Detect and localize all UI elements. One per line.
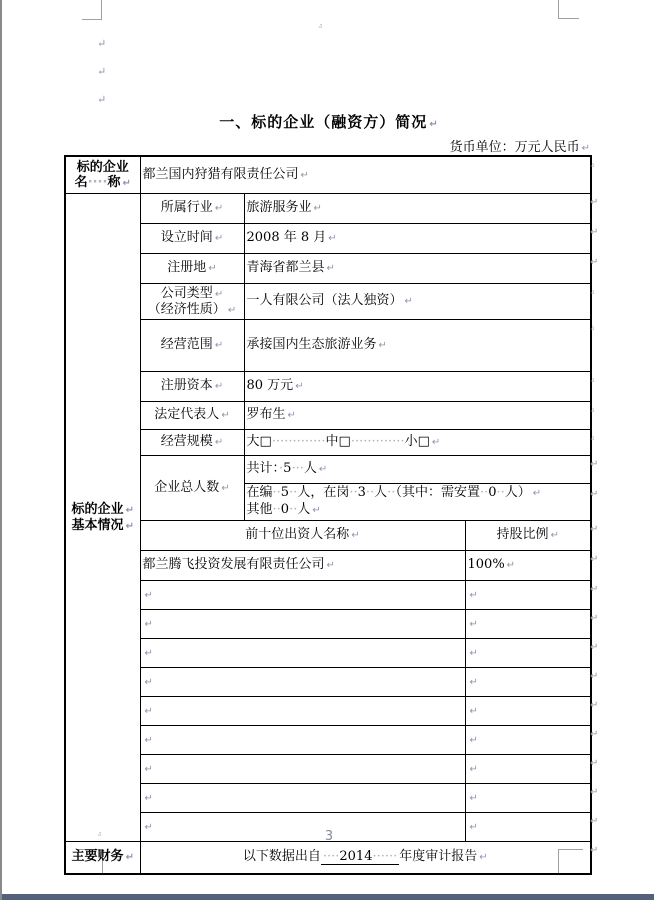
shareholder-name [140, 581, 465, 610]
paragraph-mark-icon: ↵ [214, 340, 224, 352]
paragraph-mark-icon: ↵ [227, 304, 237, 316]
paragraph-mark-icon: ↵ [469, 792, 478, 804]
paragraph-mark-icon: ↵ [469, 676, 478, 688]
shareholder-name [140, 697, 465, 726]
cell-end-mark: ·¹ [590, 162, 594, 171]
paragraph-mark-icon: ↵ [404, 296, 413, 308]
shareholder-ratio [465, 697, 599, 726]
shareholder-ratio-header: 持股比例 ↵ ↵ [465, 521, 591, 551]
paragraph-mark-icon: ↵ [221, 410, 230, 422]
section-title: 一、标的企业（融资方）简况 ↵ [219, 113, 439, 131]
shareholder-name-header: 前十位出资人名称 ↵ [140, 521, 465, 551]
shareholder-name [140, 726, 465, 755]
table-row [65, 254, 591, 284]
shareholder-ratio [465, 581, 599, 610]
financial-label: 主要财务 ↵ [65, 842, 140, 875]
paragraph-mark-icon: ↵ [144, 618, 153, 630]
row-label: 设立时间 ↵ [140, 224, 244, 254]
paragraph-mark-icon: ↵ [469, 734, 478, 746]
row-end-mark: ↵ [590, 524, 599, 535]
shareholder-ratio: 100% ↵ ↵ [465, 551, 591, 581]
target-name-label: 标的企业 名····称 ↵ [65, 156, 140, 194]
paragraph-mark-icon: ↵ [581, 143, 590, 154]
paragraph-mark-icon: ↵ [125, 520, 134, 532]
paragraph-mark-icon: ↵ [300, 169, 309, 181]
paragraph-mark-icon: ↵ [214, 203, 224, 215]
row-value: 2008 年 8 月 ↵ ↵ [244, 224, 591, 254]
row-end-mark: ↵ [590, 613, 599, 624]
paragraph-mark-icon: ↵ [287, 410, 296, 422]
table-row [65, 456, 591, 484]
crop-mark-top-left-icon [82, 0, 102, 20]
row-label: 注册地 ↵ [140, 254, 244, 284]
paragraph-mark-icon: ↵ [122, 177, 131, 189]
row-end-mark: ↵ [590, 554, 599, 565]
shareholder-ratio [465, 726, 599, 755]
paragraph-mark-icon: ↵ [351, 530, 360, 542]
table-row [65, 372, 591, 402]
paragraph-mark-icon: ↵ [214, 437, 224, 449]
shareholder-ratio [465, 784, 599, 813]
row-value: 80 万元 ↵ ·¹ [244, 372, 591, 402]
paragraph-mark-icon: ↵ [221, 482, 230, 494]
table-row [65, 755, 591, 784]
cell-end-mark: ·¹ [590, 407, 594, 416]
paragraph-mark-icon: ↵ [125, 852, 134, 864]
basic-info-label: 标的企业 ↵ 基本情况 ↵ [65, 194, 140, 842]
paragraph-mark-icon: ↵ [318, 464, 328, 476]
row-value: 旅游服务业 ↵ ↵ [244, 194, 591, 224]
cell-end-mark: ·¹ [590, 377, 594, 386]
paragraph-mark-icon: ↵ [431, 437, 441, 449]
boundary-mark: ·¹ [97, 831, 101, 840]
paragraph-mark-icon: ↵ [97, 37, 107, 50]
paragraph-mark-icon: ↵ [469, 705, 478, 717]
table-row [65, 639, 591, 668]
table-row [65, 521, 591, 551]
paragraph-mark-icon: ↵ [144, 589, 153, 601]
paragraph-mark-icon: ↵ [295, 381, 304, 393]
paragraph-mark-icon: ↵ [326, 560, 335, 572]
paragraph-mark-icon: ↵ [144, 821, 153, 833]
row-end-mark: ↵ [590, 700, 599, 711]
row-value: 青海省都兰县 ↵ ↵ [244, 254, 591, 284]
paragraph-mark-icon: ↵ [469, 821, 478, 833]
paragraph-mark-icon: ↵ [469, 647, 478, 659]
row-end-mark: ↵ [590, 642, 599, 653]
paragraph-mark-icon: ↵ [469, 763, 478, 775]
paragraph-mark-icon: ↵ [144, 792, 153, 804]
table-row [65, 697, 591, 726]
table-row [65, 726, 591, 755]
paragraph-mark-icon: ↵ [550, 530, 559, 542]
shareholder-name [140, 784, 465, 813]
paragraph-mark-icon: ↵ [328, 233, 337, 245]
crop-mark-top-right-icon [558, 0, 579, 19]
table-row [65, 784, 591, 813]
table-row [65, 668, 591, 697]
paragraph-mark-icon: ↵ [506, 560, 516, 572]
row-end-mark: ↵ [590, 816, 599, 827]
table-row [65, 402, 591, 430]
paragraph-mark-icon: ↵ [312, 505, 321, 516]
paragraph-mark-icon: ↵ [208, 263, 217, 275]
paragraph-mark-icon: ↵ [144, 676, 153, 688]
row-end-mark: ↵ [590, 787, 599, 798]
paragraph-mark-icon: ↵ [214, 233, 224, 245]
shareholder-ratio [465, 639, 599, 668]
table-row [65, 156, 591, 194]
table-row [65, 551, 591, 581]
row-label: 所属行业 ↵ [140, 194, 244, 224]
table-row [65, 224, 591, 254]
staff-total: 共计：·5···人 ↵ ↵ [244, 456, 591, 484]
row-label: 经营规模 ↵ [140, 430, 244, 456]
row-end-mark: ↵ [590, 257, 599, 268]
currency-unit-note: 货币单位：万元人民币 ↵ [449, 140, 590, 155]
row-end-mark: ↵ [590, 227, 599, 238]
window-bottom-bar [2, 894, 654, 900]
table-row [65, 842, 591, 875]
row-value: 罗布生 ↵ ·¹ [244, 402, 591, 430]
paragraph-mark-icon: ↵ [144, 647, 153, 659]
cell-end-mark: ·¹ [590, 435, 594, 444]
row-end-mark: ↵ [590, 197, 599, 208]
staff-detail: 在编··5··人，在岗··3··人··（其中：需安置··0··人） ↵ 其他··0··人 ↵ ↵ [244, 484, 591, 521]
row-label: 企业总人数 ↵ [140, 456, 244, 521]
paragraph-mark-icon: ↵ [97, 93, 107, 106]
paragraph-mark-icon: ↵ [144, 763, 153, 775]
row-label: 注册资本 ↵ [140, 372, 244, 402]
paragraph-mark-icon: ↵ [469, 589, 478, 601]
row-end-mark: ↵ [590, 584, 599, 595]
enterprise-overview-table [64, 155, 599, 875]
row-end-mark: ↵ [590, 758, 599, 769]
paragraph-mark-icon: ↵ [144, 734, 153, 746]
audit-source: 以下数据出自 ····2014······ 年度审计报告 ↵ ↵ [140, 842, 591, 875]
shareholder-ratio [465, 668, 599, 697]
shareholder-name: 都兰腾飞投资发展有限责任公司 ↵ [140, 551, 465, 581]
row-label: 经营范围 ↵ [140, 320, 244, 372]
paragraph-mark-icon: ↵ [429, 119, 439, 130]
table-row [65, 610, 591, 639]
paragraph-mark-icon: ↵ [378, 340, 387, 352]
page-number: 3 [324, 829, 334, 844]
table-row [65, 194, 591, 224]
row-value: 大□·············中□·············小□ ↵ ·¹ [244, 430, 591, 456]
table-row [65, 581, 591, 610]
paragraph-mark-icon: ↵ [326, 263, 335, 275]
shareholder-name [140, 639, 465, 668]
table-row [65, 320, 591, 372]
paragraph-mark-icon: ↵ [313, 203, 322, 215]
table-row [65, 284, 591, 320]
cell-end-mark: ·¹ [590, 325, 594, 334]
shareholder-name [140, 668, 465, 697]
paragraph-mark-icon: ↵ [97, 65, 107, 78]
shareholder-ratio [465, 610, 599, 639]
row-value: 承接国内生态旅游业务 ↵ ·¹ [244, 320, 591, 372]
row-value: 一人有限公司（法人独资） ↵ ·¹ [244, 284, 591, 320]
target-name-value: 都兰国内狩猎有限责任公司 ↵ ·¹ [140, 156, 591, 194]
row-end-mark: ↵ [590, 845, 599, 856]
row-end-mark: ↵ [590, 459, 599, 470]
paragraph-mark-icon: ↵ [214, 381, 224, 393]
table-row [65, 430, 591, 456]
paragraph-mark-icon: ↵ [214, 288, 224, 300]
shareholder-name [140, 755, 465, 784]
row-label: 公司类型 ↵ （经济性质） ↵ [140, 284, 244, 320]
paragraph-mark-icon: ↵ [479, 852, 488, 864]
shareholder-ratio [465, 755, 599, 784]
row-end-mark: ↵ [590, 671, 599, 682]
paragraph-mark-icon: ↵ [144, 705, 153, 717]
row-end-mark: ↵ [590, 729, 599, 740]
paragraph-mark-icon: ↵ [125, 504, 134, 516]
row-end-mark: ↵ [590, 489, 599, 500]
cell-end-mark: ·¹ [590, 289, 594, 298]
paragraph-mark-icon: ↵ [532, 488, 542, 499]
boundary-mark: ·¹ [318, 23, 322, 32]
shareholder-name [140, 610, 465, 639]
row-label: 法定代表人 ↵ [140, 402, 244, 430]
paragraph-mark-icon: ↵ [469, 618, 478, 630]
